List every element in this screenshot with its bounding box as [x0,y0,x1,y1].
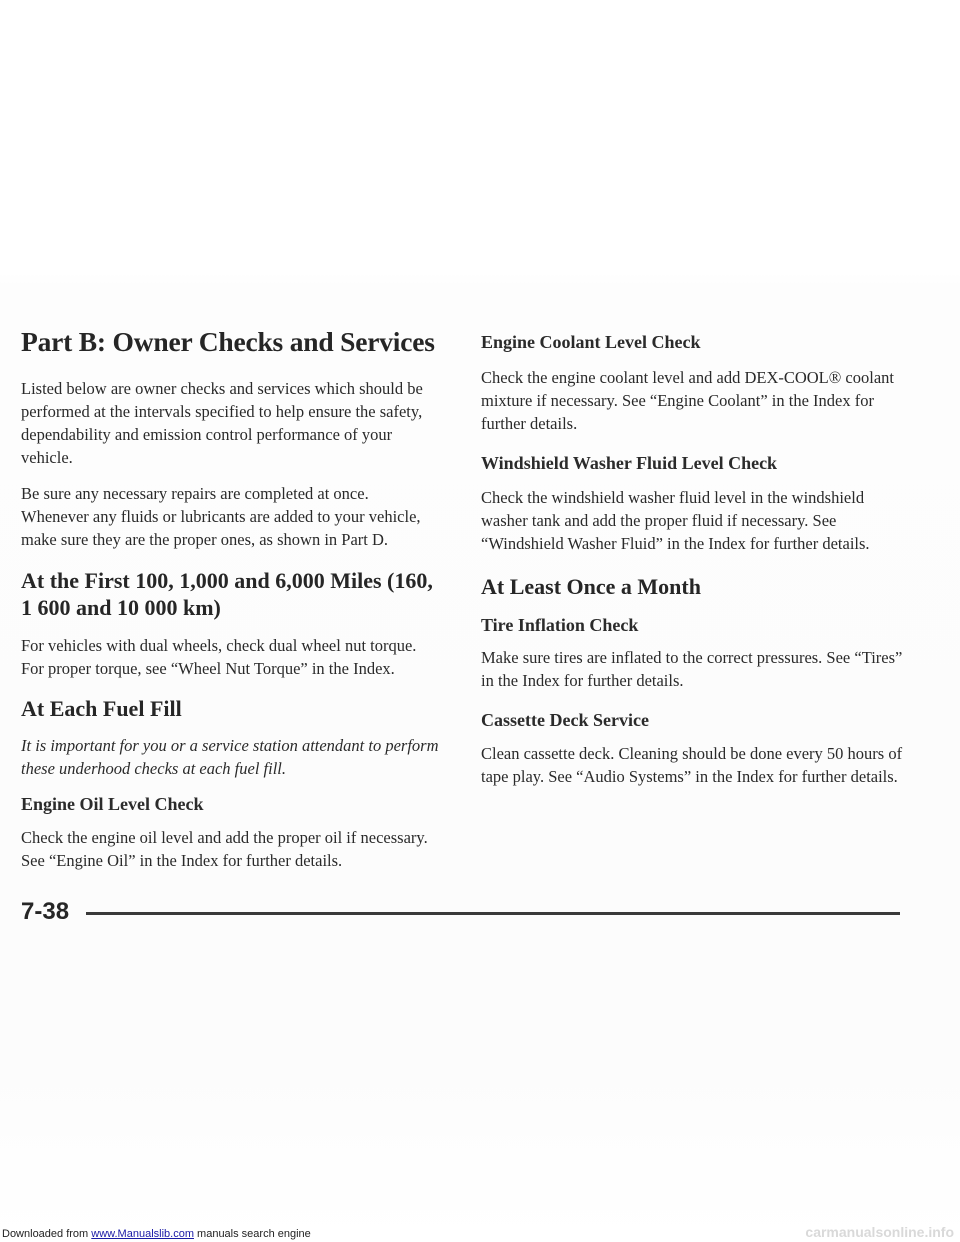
oil-check-heading: Engine Oil Level Check [21,794,204,815]
part-title: Part B: Owner Checks and Services [21,326,435,357]
intro-paragraph-1: Listed below are owner checks and services which should be performed at the intervals specified to help ensure the safety, dependability and emission control performance of your vehicle. [21,378,423,467]
coolant-check-heading: Engine Coolant Level Check [481,332,701,352]
cassette-service-heading: Cassette Deck Service [481,710,649,731]
left-column [21,326,439,885]
page-number: 7-38 [21,898,70,925]
manualslib-link[interactable]: www.Manualslib.com [91,1228,194,1240]
tire-check-text: Make sure tires are inflated to the correct pressures. See “Tires” in the Index for further details. [481,648,903,691]
right-column [481,326,911,801]
washer-check-heading: Windshield Washer Fluid Level Check [481,452,778,473]
tire-check-heading: Tire Inflation Check [481,614,639,635]
first-miles-heading: At the First 100, 1,000 and 6,000 Miles (160, 1 600 and 10 000 km) [21,567,433,621]
fuel-fill-heading: At Each Fuel Fill [21,695,182,721]
washer-check-text: Check the windshield washer fluid level in the windshield washer tank and add the proper fluid if necessary. See “Windshield Washer Fluid” in the Index for further details. [481,488,870,554]
cassette-service-text: Clean cassette deck. Cleaning should be done every 50 hours of tape play. See “Audio Systems” in the Index for further details. [481,743,903,786]
oil-check-text: Check the engine oil level and add the proper oil if necessary. See “Engine Oil” in the Index for further details. [21,827,428,870]
monthly-heading: At Least Once a Month [481,574,701,600]
coolant-check-text: Check the engine coolant level and add DEX-COOL® coolant mixture if necessary. See “Engine Coolant” in the Index for further details. [481,367,894,433]
first-miles-text: For vehicles with dual wheels, check dual wheel nut torque. For proper torque, see “Wheel Nut Torque” in the Index. [21,635,417,678]
download-footer [2,1228,311,1240]
footer-rule [86,912,900,915]
footer-prefix: Downloaded from [2,1228,92,1240]
footer-suffix: manuals search engine [193,1228,311,1240]
fuel-fill-text: It is important for you or a service station attendant to perform these underhood checks at each fuel fill. [21,736,439,779]
intro-paragraph-2: Be sure any necessary repairs are completed at once. Whenever any fluids or lubricants are added to your vehicle, make sure they are the proper ones, as shown in Part D. [21,483,421,549]
watermark-text: carmanualsonline.info [805,1224,954,1240]
